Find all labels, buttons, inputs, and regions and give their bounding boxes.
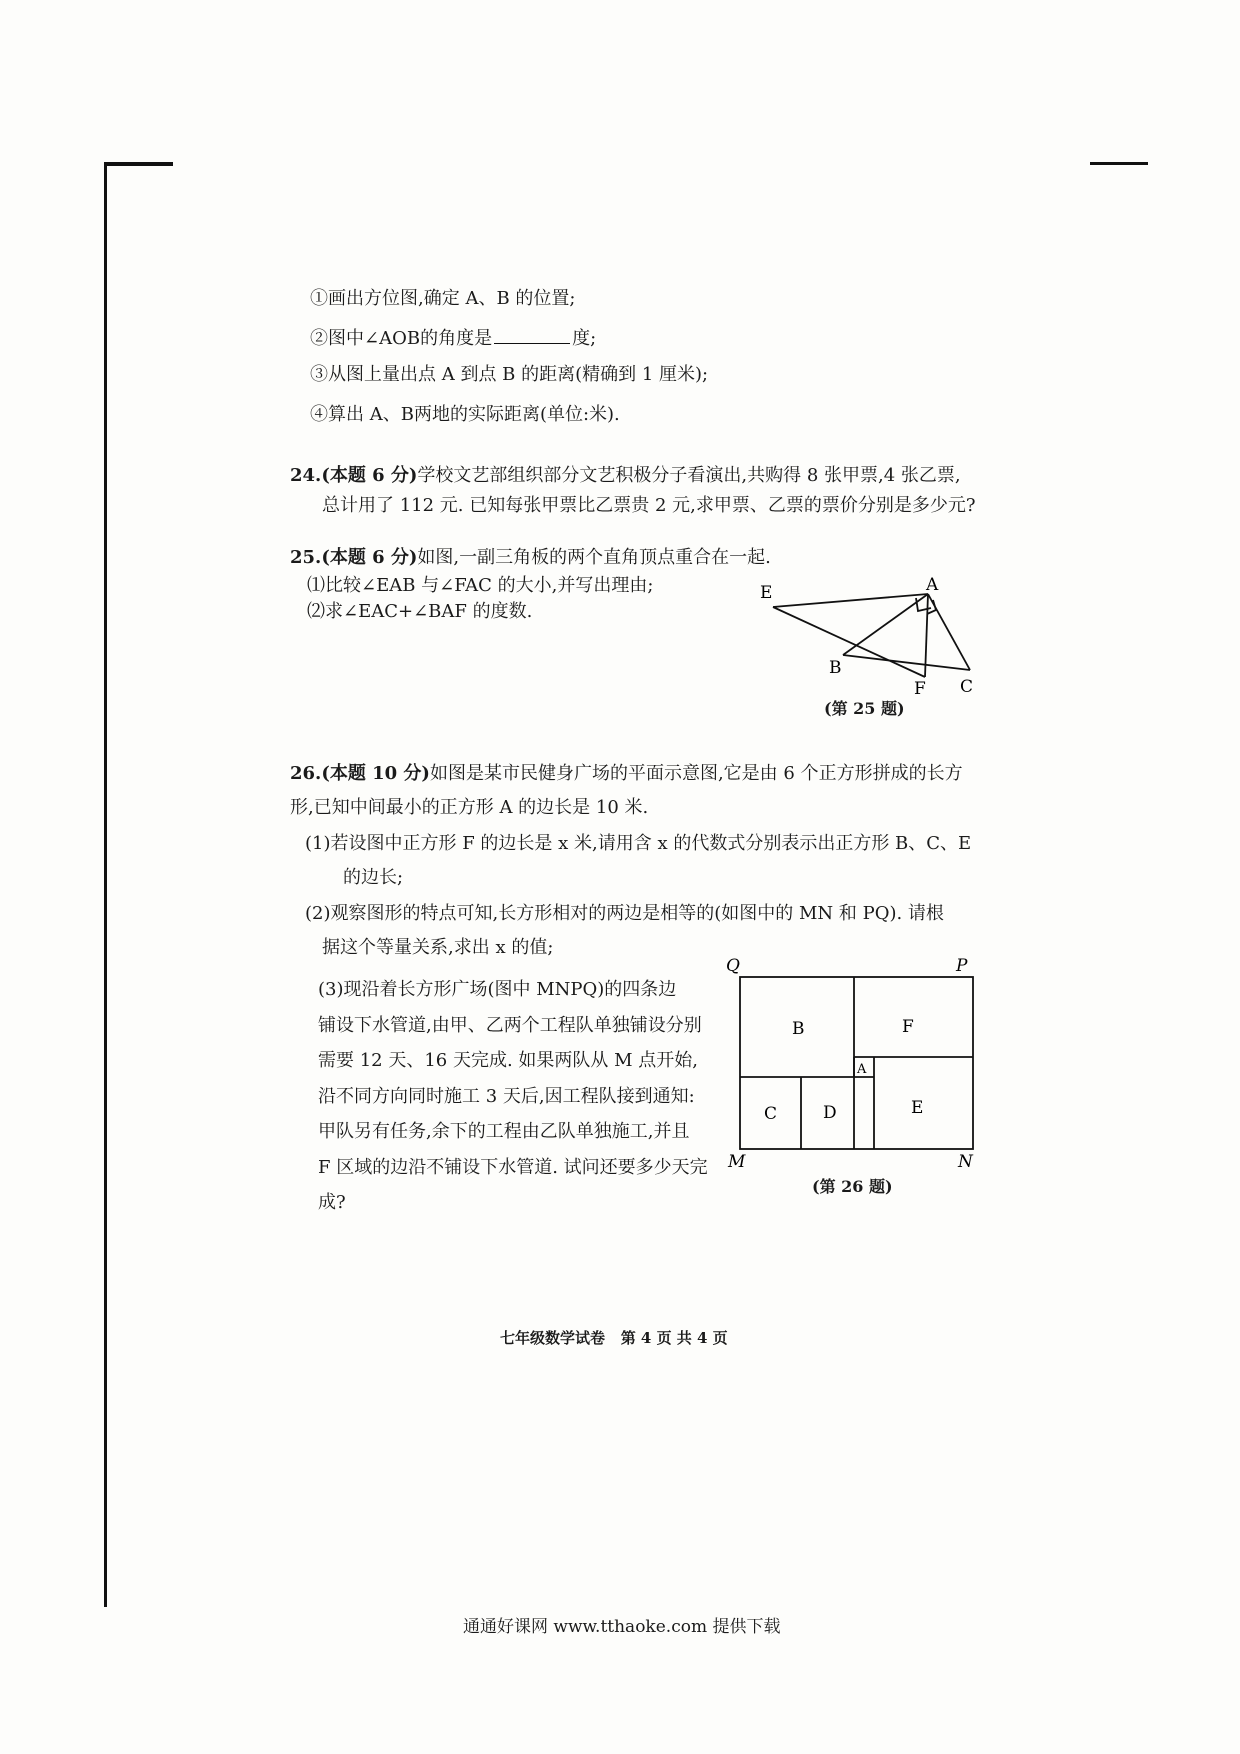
q26-part3-line: 甲队另有任务,余下的工程由乙队单独施工,并且 (318, 1121, 690, 1142)
q25-label-F: F (914, 679, 926, 699)
q26-part3-line: 成? (318, 1192, 346, 1213)
q26-square-C: C (764, 1104, 778, 1124)
footer-page: 第 4 页 共 4 页 (620, 1329, 728, 1347)
q26-part3-line: 需要 12 天、16 天完成. 如果两队从 M 点开始, (318, 1050, 699, 1071)
q26-part3-line: (3)现沿着长方形广场(图中 MNPQ)的四条边 (318, 979, 677, 1000)
q26-line-1 (290, 765, 963, 783)
q26-square-E: E (911, 1098, 924, 1118)
q26-line-2: 形,已知中间最小的正方形 A 的边长是 10 米. (290, 797, 649, 818)
q26-label-M: M (728, 1152, 746, 1172)
left-margin-line (104, 162, 107, 1607)
q23-item-2-text: ②图中∠AOB的角度是 (310, 328, 493, 349)
q26-points: (本题 10 分) (321, 763, 430, 784)
page-footer (500, 1327, 728, 1348)
q26-number: 26. (290, 763, 322, 784)
q26-label-Q: Q (726, 956, 740, 976)
q23-item-2 (310, 327, 596, 348)
q26-part2-line1: (2)观察图形的特点可知,长方形相对的两边是相等的(如图中的 MN 和 PQ). 请根 (305, 903, 944, 924)
q26-intro-1: 如图是某市民健身广场的平面示意图,它是由 6 个正方形拼成的长方 (429, 763, 963, 784)
q24-line-2: 总计用了 112 元. 已知每张甲票比乙票贵 2 元,求甲票、乙票的票价分别是多少元? (322, 495, 976, 516)
q23-item-2-unit: 度; (572, 328, 597, 349)
q25-points: (本题 6 分) (321, 547, 418, 568)
q26-square-D: D (823, 1103, 837, 1123)
corner-mark-right (1090, 162, 1148, 165)
q26-square-B: B (792, 1019, 805, 1039)
q26-part3-line: F 区域的边沿不铺设下水管道. 试问还要多少天完 (318, 1156, 708, 1178)
q25-part-1: ⑴比较∠EAB 与∠FAC 的大小,并写出理由; (307, 575, 654, 596)
watermark-text: 通通好课网 www.tthaoke.com 提供下载 (463, 1617, 781, 1637)
q26-part3-line: 沿不同方向同时施工 3 天后,因工程队接到通知: (318, 1085, 695, 1107)
footer-title: 七年级数学试卷 (500, 1329, 606, 1347)
q26-label-N: N (958, 1152, 973, 1172)
q26-square-F: F (902, 1017, 914, 1037)
q25-figure (755, 570, 995, 700)
q26-part1-line1: (1)若设图中正方形 F 的边长是 x 米,请用含 x 的代数式分别表示出正方形 B、C、E (305, 833, 972, 854)
q25-label-C: C (960, 677, 974, 697)
q26-caption: (第 26 题) (812, 1177, 893, 1196)
q25-label-A: A (926, 575, 939, 595)
q26-square-A: A (857, 1062, 867, 1077)
corner-mark-left (105, 162, 173, 166)
q24-number: 24. (290, 465, 322, 486)
q25-line-1 (290, 549, 771, 567)
q23-item-1: ①画出方位图,确定 A、B 的位置; (310, 288, 576, 309)
q24-text-1: 学校文艺部组织部分文艺积极分子看演出,共购得 8 张甲票,4 张乙票, (417, 465, 961, 486)
q26-figure (720, 955, 980, 1175)
q26-part2-line2: 据这个等量关系,求出 x 的值; (322, 937, 554, 958)
q24-points: (本题 6 分) (321, 465, 418, 486)
q25-part-2: ⑵求∠EAC+∠BAF 的度数. (307, 601, 533, 622)
q25-caption: (第 25 题) (824, 699, 905, 718)
q23-item-3: ③从图上量出点 A 到点 B 的距离(精确到 1 厘米); (310, 364, 709, 385)
q25-intro: 如图,一副三角板的两个直角顶点重合在一起. (417, 547, 771, 568)
answer-blank (494, 327, 570, 344)
q25-label-B: B (829, 658, 842, 678)
q25-number: 25. (290, 547, 322, 568)
q26-part3 (318, 972, 708, 1221)
q25-label-E: E (760, 583, 773, 603)
q24-line-1 (290, 467, 961, 485)
q26-part3-line: 铺设下水管道,由甲、乙两个工程队单独铺设分别 (318, 1014, 702, 1036)
q23-item-4: ④算出 A、B两地的实际距离(单位:米). (310, 404, 620, 425)
q26-label-P: P (956, 956, 968, 976)
q26-part1-line2: 的边长; (343, 867, 404, 888)
